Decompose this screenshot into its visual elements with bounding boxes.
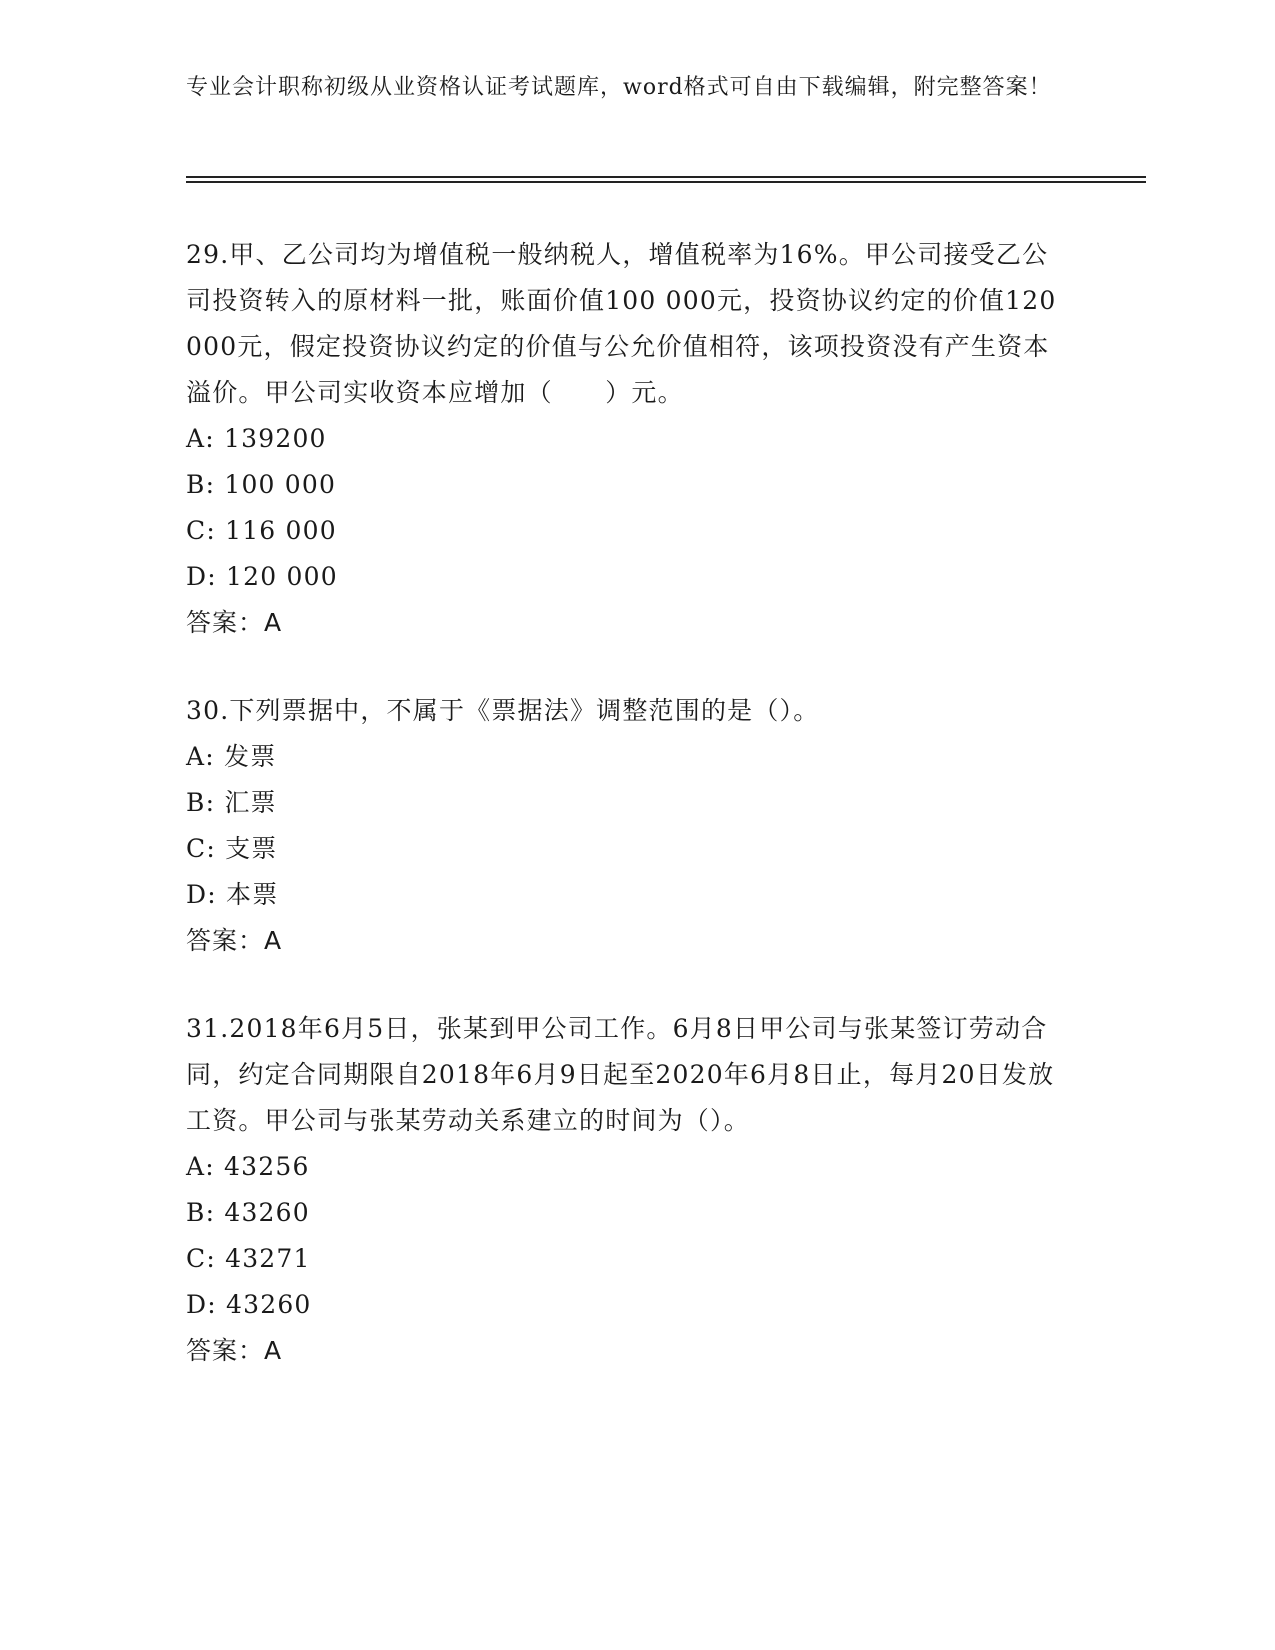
option-b: B: 43260	[186, 1198, 310, 1227]
option-c: C: 43271	[186, 1244, 311, 1273]
option-d: D: 本票	[186, 880, 279, 909]
header-divider-bottom	[186, 181, 1146, 183]
option-d: D: 120 000	[186, 562, 338, 591]
question-stem: 30.下列票据中，不属于《票据法》调整范围的是（）。	[186, 696, 820, 725]
question-30	[186, 688, 1066, 964]
header-divider-top	[186, 176, 1146, 178]
option-c: C: 116 000	[186, 516, 337, 545]
answer: 答案：A	[186, 1336, 283, 1365]
question-31	[186, 1006, 1066, 1374]
question-stem: 29.甲、乙公司均为增值税一般纳税人，增值税率为16%。甲公司接受乙公司投资转入的原材料一批，账面价值100 000元，投资协议约定的价值120 000元，假定投资协议约定的价值与公允价值相符，该项投资没有产生资本溢价。甲公司实收资本应增加（ ）元。	[186, 240, 1057, 407]
answer: 答案：A	[186, 926, 283, 955]
option-a: A: 发票	[186, 742, 277, 771]
answer: 答案：A	[186, 608, 283, 637]
document-header: 专业会计职称初级从业资格认证考试题库，word格式可自由下载编辑，附完整答案！	[186, 75, 1052, 100]
option-a: A: 139200	[186, 424, 327, 453]
option-b: B: 汇票	[186, 788, 277, 817]
option-b: B: 100 000	[186, 470, 337, 499]
question-29	[186, 232, 1066, 646]
option-c: C: 支票	[186, 834, 278, 863]
question-stem: 31.2018年6月5日，张某到甲公司工作。6月8日甲公司与张某签订劳动合同，约定合同期限自2018年6月9日起至2020年6月8日止，每月20日发放工资。甲公司与张某劳动关系建立的时间为（）。	[186, 1014, 1055, 1135]
option-d: D: 43260	[186, 1290, 312, 1319]
option-a: A: 43256	[186, 1152, 310, 1181]
